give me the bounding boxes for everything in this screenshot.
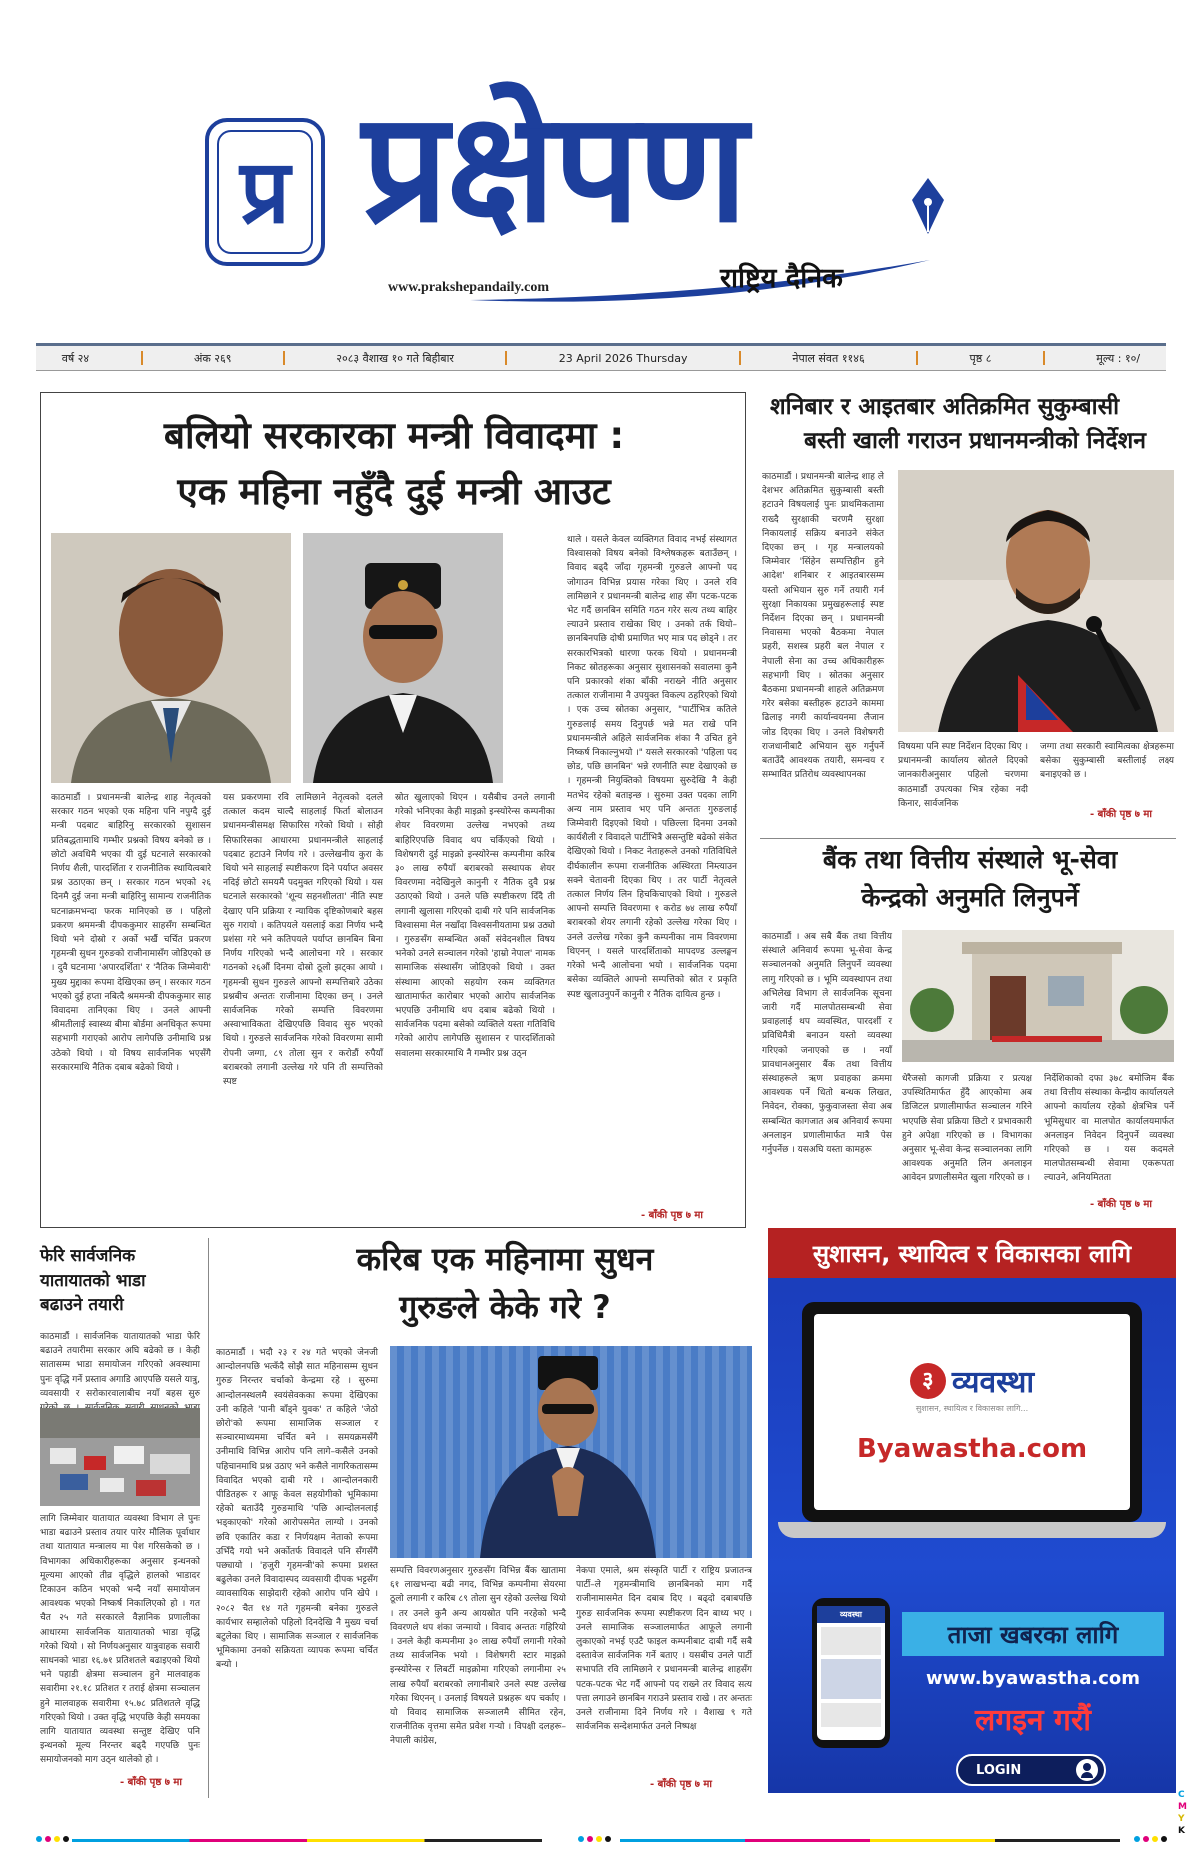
divider	[1043, 351, 1045, 365]
bus-fare-lede: काठमाडौं । सार्वजनिक यातायातको भाडा फेरि बढाउने तयारीमा सरकार अघि बढेको छ । केही सातासम्म भाडा समायोजन गरिएको अवस्थामा पुनः वृद्धि गर्ने प्रस्ताव अगाडि आएपछि यसले यात्रु, व्यवसायी र सरोकारवालाबीच नयाँ बहस सुरु	[40, 1332, 200, 1399]
user-icon	[1076, 1759, 1098, 1781]
divider	[505, 351, 507, 365]
pm-eviction-column-1: काठमाडौं । प्रधानमन्त्री बालेन्द्र शाह ले देशभर अतिक्रमित सुकुम्बासी बस्ती हटाउने विषयलाई पुनः प्राथमिकतामा राख्दै सुरक्षाकी चरणमै सुरक्षा निकायलाई सक्रिय बनाउने संकेत दिएका छन् । गृह मन्त्रालयको जिम्मेवार 'सिंहेन सम्पत्तिहीन हुने आदेश' शनिबार र आइतबारसम्म यस्तो अभियान सुरु गर्ने तयारी गर्न सुरक्षा निकायका प्रमुखहरूलाई स्पष्ट निर्देशन दिएका छन् । प्रधानमन्त्री निवासमा भएको बैठकमा नेपाल प्रहरी, सशस्त्र प्रहरी बल नेपाल र नेपाली सेना का उच्च अधिकारीहरू सहभागी थिए । स्रोतका अनुसार बैठकमा प्रधानमन्त्री शाहले अतिक्रमण गरेर बसेका बस्तीहरू हटाउने काममा ढिलाइ नगरी कार्यान्वयनमा लैजान जोड दिएका थिए । उनले विशेषगरी राजधानीबाटै अभियान सुरु गर्नुपर्ने बताउँदै आवश्यक तयारी, समन्वय र सम्भावित प्रतिरोध व्यवस्थापनका	[762, 472, 884, 781]
ad-cta-text: ताजा खबरका लागि	[947, 1620, 1119, 1649]
divider	[739, 351, 741, 365]
pm-eviction-column-2: विषयमा पनि स्पष्ट निर्देशन दिएका थिए । प्रधानमन्त्री कार्यालय स्रोतले दिएको जानकारीअनुसार पहिलो चरणमा काठमाडौं उपत्यका भित्र रहेका नदी किनार, सार्वजनिक	[898, 742, 1028, 809]
photo-prime-minister	[898, 470, 1174, 732]
brand-name: प्रक्षेपण	[362, 79, 746, 256]
bank-column-3: निर्देशिकाको दफा ३७८ बमोजिम बैंक तथा वित्तीय संस्थाका केन्द्रीय कार्यालयले आफ्नो कार्यालय रहेको क्षेत्रभित्र पर्ने भूमिसुधार वा मालपोत कार्यालयमार्फत अनलाइन निवेदन दिनुपर्ने व्यवस्था गरिएको छ । यस कदमले मालपोतसम्बन्धी सेवामा एकरूपता ल्याउने, अनियमितता	[1044, 1074, 1174, 1184]
divider	[283, 351, 285, 365]
price: मूल्य : १०/	[1096, 351, 1141, 365]
masthead	[0, 0, 1200, 330]
photo-land-office	[902, 930, 1174, 1062]
issue-date-bs: २०८३ वैशाख १० गते बिहीबार	[336, 351, 454, 365]
photo-minister-deepak-sah	[51, 533, 291, 783]
bus-fare-continued-link[interactable]: - बाँकी पृष्ठ ७ मा	[120, 1777, 182, 1788]
phone-app-header: व्यवस्था	[817, 1606, 885, 1623]
ad-logo-icon: ३	[910, 1363, 946, 1399]
issue-year: वर्ष २४	[61, 351, 90, 365]
gurung-headline-line1[interactable]: करिब एक महिनामा सुधन	[356, 1240, 654, 1278]
pm-eviction-headline-line2[interactable]: बस्ती खाली गराउन प्रधानमन्त्रीको निर्देशन	[804, 428, 1146, 454]
photo-minister-sudhan-gurung	[303, 533, 503, 783]
ad-brand-sub: सुशासन, स्थायित्व र विकासका लागि...	[915, 1404, 1029, 1413]
brand-swoosh	[470, 240, 940, 310]
lead-column-2: यस प्रकरणमा रवि लामिछाने नेतृत्वको दलले तत्काल कदम चाल्दै साहलाई फिर्ता बोलाउन प्रधानमन्त्रीसमक्ष सिफारिस गरेको थियो । सोही सिफारिसका आधारमा प्रधानमन्त्रीले साहलाई पदबाट हटाउने निर्णय गरे । उल्लेखनीय कुरा के थियो भने साहलाई स्पष्टीकरण दिने पर्याप्त अवसर नदिई छोटो समयमै पदमुक्त गरिएको थियो । यस घटनाले सरकारको 'शून्य सहनशीलता' नीति स्पष्ट देखाए पनि प्रक्रिया र न्यायिक दृष्टिकोणबारे बहस सुरु गरायो । कतिपयले यसलाई कडा निर्णय भन्दै प्रशंसा गरे भने कतिपयले पर्याप्त छानबिन बिना निर्णय गरिएको भन्दै आलोचना गरे । सरकार गठनको २६औं दिनमा दोस्रो ठूलो झट्का आयो । गृहमन्त्री सुधन गुरुङले आफ्नो सम्पत्तिबारे उठेका प्रश्नबीच अन्ततः राजीनामा दिएका छन् । उनले सार्वजनिक गरेको सम्पत्ति विवरणमा अस्वाभाविकता देखिएपछि विवाद सुरु भएको थियो । गुरुङले सार्वजनिक गरेको विवरणमा सामी रोपनी जग्गा, ८९ तोला सुन र करोडौं रुपैयाँ बराबरको लगानी उल्लेख गरे पनि ती सम्पत्तिको स्पष्ट	[223, 793, 383, 1088]
laptop-base	[778, 1522, 1166, 1538]
cmyk-c: C	[1178, 1790, 1185, 1800]
ad-slogan: सुशासन, स्थायित्व र विकासका लागि	[812, 1239, 1132, 1268]
bank-column-2: धेरैजसो कागजी प्रक्रिया र प्रत्यक्ष उपस्थितिमार्फत हुँदै आएकोमा अब डिजिटल प्रणालीमार्फत सञ्चालन गरिने भएपछि सेवा प्रक्रिया छिटो र प्रभावकारी हुने अपेक्षा गरिएको छ । विभागका अनुसार भू-सेवा केन्द्र सञ्चालनका लागि आवश्यक अनुमति लिन अनलाइन आवेदन प्रणालीसमेत खुला गरिएको छ ।	[902, 1074, 1032, 1184]
lead-column-1: काठमाडौं । प्रधानमन्त्री बालेन्द्र शाह नेतृत्वको सरकार गठन भएको एक महिना पनि नपुग्दै दुई मन्त्री पदबाट बाहिरिनु सरकारको सुशासन प्रतिबद्धतामाथि गम्भीर प्रश्नको विषय बनेको छ । छोटो अवधिमै भएका यी दुई घटनाले सरकारको निर्णय शैली, पारदर्शिता र राजनीतिक स्थायित्वबारे प्रश्न उठाएका छन् । सरकार गठन भएको २६ दिनमै दुई जना मन्त्री बाहिरिनु सामान्य राजनीतिक घटनाक्रमभन्दा फरक मानिएको छ । पहिलो प्रकरण श्रममन्त्री दीपककुमार साहसँग सम्बन्धित थियो भने दोस्रो र अर्को भर्खै चर्चित प्रकरण गृहमन्त्री सुधन गुरुङको राजीनामासँग जोडिएको छ । दुवै घटनामा 'अपारदर्शिता' र 'नैतिक जिम्मेवारी' मुख्य मुद्दाका रूपमा देखिएका छन् । सरकार गठन भएको दुई हप्ता नबित्दै श्रममन्त्री दीपककुमार साह विवादमा तानिएका थिए । उनले आफ्नी श्रीमतीलाई स्वास्थ्य बीमा बोर्डमा अनधिकृत रूपमा सहभागी गराएको आरोप लागेपछि उनीमाथि प्रश्न उठेको थियो । यो विषय सार्वजनिक भएसँगै सरकारमाथि नैतिक दबाब बढेको थियो ।	[51, 793, 211, 1073]
column-divider	[208, 1238, 209, 1798]
gurung-continued-link[interactable]: - बाँकी पृष्ठ ७ मा	[650, 1779, 712, 1790]
gurung-headline-line2[interactable]: गुरुङले केके गरे ?	[399, 1288, 611, 1326]
lead-column-4: थाले । यसले केवल व्यक्तिगत विवाद नभई संस्थागत विश्वासको विषय बनेको विश्लेषकहरू बताउँछन् । विवाद बढ्दै जाँदा गृहमन्त्री गुरुङले आफ्नो पद जोगाउन विभिन्न प्रयास गरेका थिए । उनले रवि लामिछाने र प्रधानमन्त्री बालेन्द्र शाह सँग पटक-पटक भेट गर्दै छानबिन समिति गठन गरेर सत्य तथ्य बाहिर ल्याउने प्रस्ताव राखेका थिए । उनको तर्क थियो–छानबिनपछि दोषी प्रमाणित भए मात्र पद छोड्ने । तर सरकारभित्रको धारणा फरक थियो । प्रधानमन्त्री निकट स्रोतहरूका अनुसार सुशासनको सवालमा कुनै पनि प्रकारको शंका बाँकी नराख्ने नीति अनुसार तत्काल राजीनामा नै उपयुक्त विकल्प ठहरिएको थियो । एक उच्च स्रोतका अनुसार, "पार्टीभित्र कतिले गुरुङलाई समय दिनुपर्छ भन्ने मत राखे पनि प्रधानमन्त्रीले अहिले सार्वजनिक शंका नै उचित हुने निष्कर्ष निकाल्नुभयो ।" यसले सरकारको 'पहिला पद छोड, पछि छानबिन' भन्ने रणनीति स्पष्ट देखाएको छ । गृहमन्त्री नियुक्तिको विषयमा सुरुदेखि नै केही मतभेद रहेको बताइन्छ । सुरुमा उक्त पदका लागि अन्य नाम प्रस्ताव भए पनि अन्ततः गुरुङलाई जिम्मेवारी दिइएको थियो । पछिल्ला दिनमा उनको कार्यशैली र विवादले पार्टीभित्रै असन्तुष्टि बढेको संकेत देखिएको थियो । निकट नेताहरूले उनको गतिविधिले दीर्घकालीन रूपमा राजनीतिक अस्थिरता निम्त्याउन सक्ने चेतावनी दिएका थिए । तर पार्टी नेतृत्वले तत्काल निर्णय लिन हिचकिचाएको थियो । गुरुङले आफ्नो सम्पत्ति विवरणमा १ करोड ७४ लाख रुपैयाँ बराबरको शेयर लगानी रहेको उल्लेख गरेका थिए । उनले उल्लेख गरेका कुनै कम्पनीका नाम विवरणमा थिएनन् । यसले पारदर्शिताको मापदण्ड उल्लङ्घन गरेको भन्दै आलोचना भयो । सार्वजनिक पदमा बसेका व्यक्तिले आफ्नो सम्पत्तिको स्रोत र प्रकृति स्पष्ट खुलाउनुपर्ने कानुनी र नैतिक दायित्व हुन्छ ।	[567, 535, 737, 1000]
phone-graphic	[812, 1598, 890, 1748]
laptop-graphic	[802, 1302, 1142, 1522]
bank-column-1: काठमाडौं । अब सबै बैंक तथा वित्तीय संस्थाले अनिवार्य रूपमा भू-सेवा केन्द्र सञ्चालनको अनुमति लिनुपर्ने व्यवस्था लागु गरिएको छ । भूमि व्यवस्थापन तथा अभिलेख विभाग ले सार्वजनिक सूचना जारी गर्दै मालपोतसम्बन्धी सेवा प्रवाहलाई थप व्यवस्थित, पारदर्शी र प्रविधिमैत्री बनाउन यस्तो व्यवस्था गरिएको जनाएको छ । नयाँ प्रावधानअनुसार बैंक तथा वित्तीय संस्थाहरूले ऋण प्रवाहका क्रममा आवश्यक पर्ने धितो बन्धक लिखत, निवेदन, रोक्का, फुकुवाजस्ता सेवा अब सम्बन्धित कागजात अब अनिवार्य रूपमा अनलाइन प्रणालीमार्फत मात्रै पेस गर्नुपर्नेछ । यसअघि यस्ता कामहरू	[762, 932, 892, 1156]
registration-marks-right	[1134, 1836, 1167, 1842]
tagline: राष्ट्रिय दैनिक	[720, 263, 843, 294]
cmyk-y: Y	[1178, 1814, 1185, 1824]
gurung-column-3: नेकपा एमाले, श्रम संस्कृति पार्टी र राष्ट्रिय प्रजातन्त्र पार्टी–ले गृहमन्त्रीमाथि छानबिनको माग गर्दै राजीनामासमेत दिन दबाब दिए । बढ्दो दबाबपछि गुरुङ सार्वजनिक रूपमा स्पष्टीकरण दिन बाध्य भए । उनले सामाजिक सञ्जालमार्फत आफूले लगानी लुकाएको नभई एउटै फाइल कम्पनीबाट दाबी गर्दै सबै दस्तावेज सार्वजनिक गर्ने बताए । यसबीच उनले पार्टी सभापति रवि लामिछाने र प्रधानमन्त्री बालेन्द्र शाहसँग पटक-पटक भेट गर्दै आफ्नो पद राख्ने तर विवाद सत्य पत्ता लगाउने छानबिन गराउने प्रस्ताव राखे । तर अन्ततः उनले राजीनामा दिने निर्णय गरे । वैशाख ९ गते सार्वजनिक सन्देशमार्फत उनले निष्पक्ष	[576, 1566, 752, 1733]
bus-fare-body: लागि जिम्मेवार यातायात व्यवस्था विभाग ले पुनः भाडा बढाउने प्रस्ताव तयार पारेर मौलिक पूर्वाधार तथा यातायात मन्त्रालय मा पेश गरिसकेको छ । विभागका अधिकारीहरूका अनुसार इन्धनको मूल्यमा आएको तीव्र वृद्धिले हालको भाडादर टिकाउन कठिन भएको भन्दै नयाँ समायोजन आवश्यक भएको निष्कर्ष निकालिएको हो । गत चैत २५ गते सरकारले वैज्ञानिक प्रणालीका आधारमा सार्वजनिक यातायातको भाडा वृद्धि गरेको थियो । सो निर्णयअनुसार यात्रुवाहक सवारी साधनको भाडा १६.७१ प्रतिशतले बढाइएको थियो भने पहाडी क्षेत्रमा सञ्चालन हुने मालवाहक सवारीमा २१.१८ प्रतिशत र तराई क्षेत्रमा सञ्चालन हुने मालवाहक सवारीमा १५.७८ प्रतिशतले वृद्धि गरिएको थियो । उक्त वृद्धि भएपछि केही समयका लागि यातायात व्यवस्था सन्तुष्ट देखिए पनि इन्धनको मूल्य निरन्तर बढ्दै गएपछि पुनः समायोजनको माग उठ्न थालेको हो ।	[40, 1514, 200, 1766]
ad-login-prompt: लगइन गरौं	[975, 1703, 1091, 1738]
cmyk-m: M	[1178, 1802, 1187, 1812]
registration-marks-left	[36, 1836, 69, 1842]
gurung-column-2: सम्पत्ति विवरणअनुसार गुरुङसँग विभिन्न बैंक खातामा ६१ लाखभन्दा बढी नगद, विभिन्न कम्पनीमा सेयरमा ठूलो लगानी र करिब ८९ तोला सुन रहेको उल्लेख थियो । तर उनले कुनै अन्य आयस्रोत पनि नरहेको भन्दै विवरणले थप शंका जन्मायो । विवाद अन्ततः गहिरियो । उनले केही कम्पनीमा ३० लाख रुपैयाँ लगानी गरेको तथ्य सार्वजनिक भयो । विशेषगरी स्टार माइक्रो इन्स्योरेन्स र लिबर्टी माइक्रोमा गरिएको लगानीमा २५ लाख रुपैयाँ बराबरको लगानीबारे उनले स्पष्ट उल्लेख गरेका थिएनन् । उनलाई विषयले प्रश्नहरू थप चर्काए । यो विवाद सामाजिक सञ्जालमै सीमित रहेन, राजनीतिक वृत्तमा समेत प्रवेश गर्‍यो । विपक्षी दलहरू–नेपाली कांग्रेस,	[390, 1566, 566, 1747]
bank-headline-line1[interactable]: बैंक तथा वित्तीय संस्थाले भू-सेवा	[822, 845, 1118, 874]
lead-continued-link[interactable]: - बाँकी पृष्ठ ७ मा	[641, 1210, 703, 1221]
pm-eviction-column-3: जग्गा तथा सरकारी स्वामित्वका क्षेत्रहरूमा बसेका सुकुम्बासी बस्तीलाई लक्ष्य बनाइएको छ ।	[1040, 742, 1174, 781]
issue-number: अंक २६९	[193, 351, 232, 365]
photo-sudhan-gurung-namaste	[390, 1346, 752, 1558]
pm-eviction-headline-line1[interactable]: शनिबार र आइतबार अतिक्रमित सुकुम्बासी	[770, 394, 1120, 420]
lead-column-3: स्रोत खुलाएको थिएन । यसैबीच उनले लगानी गरेको भनिएका केही माइक्रो इन्स्योरेन्स कम्पनीका शेयर विवरणमा उल्लेख नभएको तथ्य बाहिरिएपछि विवाद थप चर्किएको थियो । विशेषगरी दुई माइक्रो इन्स्योरेन्स कम्पनीमा करिब ३० लाख रुपैयाँ बराबरको सस्थापक शेयर विवरणमा नदेखिनुले कानुनी र नैतिक दुवै प्रश्न उठाएको थियो । उनले पछि स्पष्टीकरण दिँदै ती लगानी खुलासा गरिएको दाबी गरे पनि सार्वजनिक विश्वासमा मेल नखाँदा विश्वसनीयतामा प्रश्न उठ्यो । गुरुङसँग सम्बन्धित अर्को संवेदनशील विषय भनेको उनले सञ्चालन गरेको 'हाम्रो नेपाल' नामक सामाजिक संस्थासँग जोडिएको थियो । उक्त संस्थामा आएको सहयोग रकम व्यक्तिगत खातामार्फत कारोबार भएको आरोप सार्वजनिक भएपछि उनीमाथि थप दबाब बढेको थियो । सार्वजनिक पदमा बसेको व्यक्तिले यस्ता गतिविधि गरेको आरोप लागेपछि सुशासन र पारदर्शिताको सवालमा सरकारमाथि नै गम्भीर प्रश्न उठ्न	[395, 793, 555, 1059]
divider	[916, 351, 918, 365]
page-count: पृष्ठ ८	[969, 351, 992, 365]
bus-fare-headline[interactable]: फेरि सार्वजनिक यातायातको भाडा बढाउने तयारी	[40, 1246, 146, 1316]
bank-headline-line2[interactable]: केन्द्रको अनुमति लिनुपर्ने	[861, 883, 1079, 912]
photo-traffic	[40, 1408, 200, 1506]
pm-eviction-continued-link[interactable]: - बाँकी पृष्ठ ७ मा	[1090, 809, 1152, 820]
byawastha-advertisement[interactable]	[768, 1228, 1176, 1793]
issue-date-ad: 23 April 2026 Thursday	[558, 351, 688, 365]
logo-glyph: प्र	[239, 140, 291, 243]
cmyk-k: K	[1178, 1826, 1185, 1836]
divider	[141, 351, 143, 365]
ad-login-label: LOGIN	[976, 1762, 1022, 1778]
ad-domain[interactable]: Byawastha.com	[856, 1434, 1088, 1464]
logo-emblem	[205, 118, 325, 266]
bank-continued-link[interactable]: - बाँकी पृष्ठ ७ मा	[1090, 1199, 1152, 1210]
color-bar-right	[620, 1839, 1120, 1842]
ad-login-button[interactable]	[956, 1754, 1106, 1786]
registration-marks-center	[578, 1836, 611, 1842]
issue-info-bar	[36, 343, 1166, 371]
color-bar-left	[72, 1839, 542, 1842]
lead-headline-line2[interactable]: एक महिना नहुँदै दुई मन्त्री आउट	[177, 470, 611, 513]
ad-url[interactable]: www.byawastha.com	[925, 1668, 1141, 1689]
pen-nib-icon	[910, 176, 946, 236]
ad-cta-band	[902, 1612, 1164, 1656]
lead-headline-line1[interactable]: बलियो सरकारका मन्त्री विवादमा :	[163, 414, 625, 457]
nepal-sambat: नेपाल संवत ११४६	[792, 351, 865, 365]
ad-brand: व्यवस्था	[951, 1365, 1035, 1400]
site-url[interactable]: www.prakshepandaily.com	[388, 280, 550, 295]
lead-story	[40, 392, 746, 1228]
gurung-column-1: काठमाडौं । भदौ २३ र २४ गते भएको जेनजी आन्दोलनपछि भत्कँदै सोझै सात महिनासम्म सुधन गुरुङ निरन्तर चर्चाको केन्द्रमा रहे । सुरुमा आन्दोलनस्थलमै स्वयंसेवकका रूपमा देखिएका उनी कहिले 'पानी बाँड्ने युवक' त कहिले 'जेठो छोरो'को रूपमा सामाजिक सञ्जाल र सञ्चारमाध्यममा चर्चित बने । समयक्रमसँगै उनीमाथि विभिन्न आरोप पनि लागे–कसैले उनको पहिचानमाथि प्रश्न उठाए भने कसैले नागरिकतासम्म विवादित भएको दाबी गरे । आन्दोलनकारी पीडितहरू र आफू केवल सहयोगीको भूमिकामा रहेको बताउँदै गुरुङमाथि 'पछि आन्दोलनलाई भड्काएको' गरेको आरोपसमेत लाग्यो । उनको छवि एकातिर कडा र निर्णयक्षम नेताको रूपमा उभिँदै गयो भने अर्कोतर्फ विवादले पनि सँगसँगै पछ्यायो । 'हजुरी गृहमन्त्री'को रूपमा प्रशस्त बढुलेका उनले विवादास्पद व्यवसायी दीपक भट्टसँग व्यावसायिक साझेदारी रहेको आरोप पनि खेपे । २०८२ चैत १४ गते गृहमन्त्री बनेका गुरुङले कार्यभार सम्हालेको पहिलो दिनदेखि नै मुख्य चर्चा बटुलेका थिए । सामाजिक सञ्जाल र सार्वजनिक भूमिकामा उनको सक्रियता व्यापक रूपमा चर्चित बन्यो ।	[216, 1348, 378, 1671]
ad-banner-strip	[768, 1228, 1176, 1278]
section-divider	[760, 838, 1176, 839]
